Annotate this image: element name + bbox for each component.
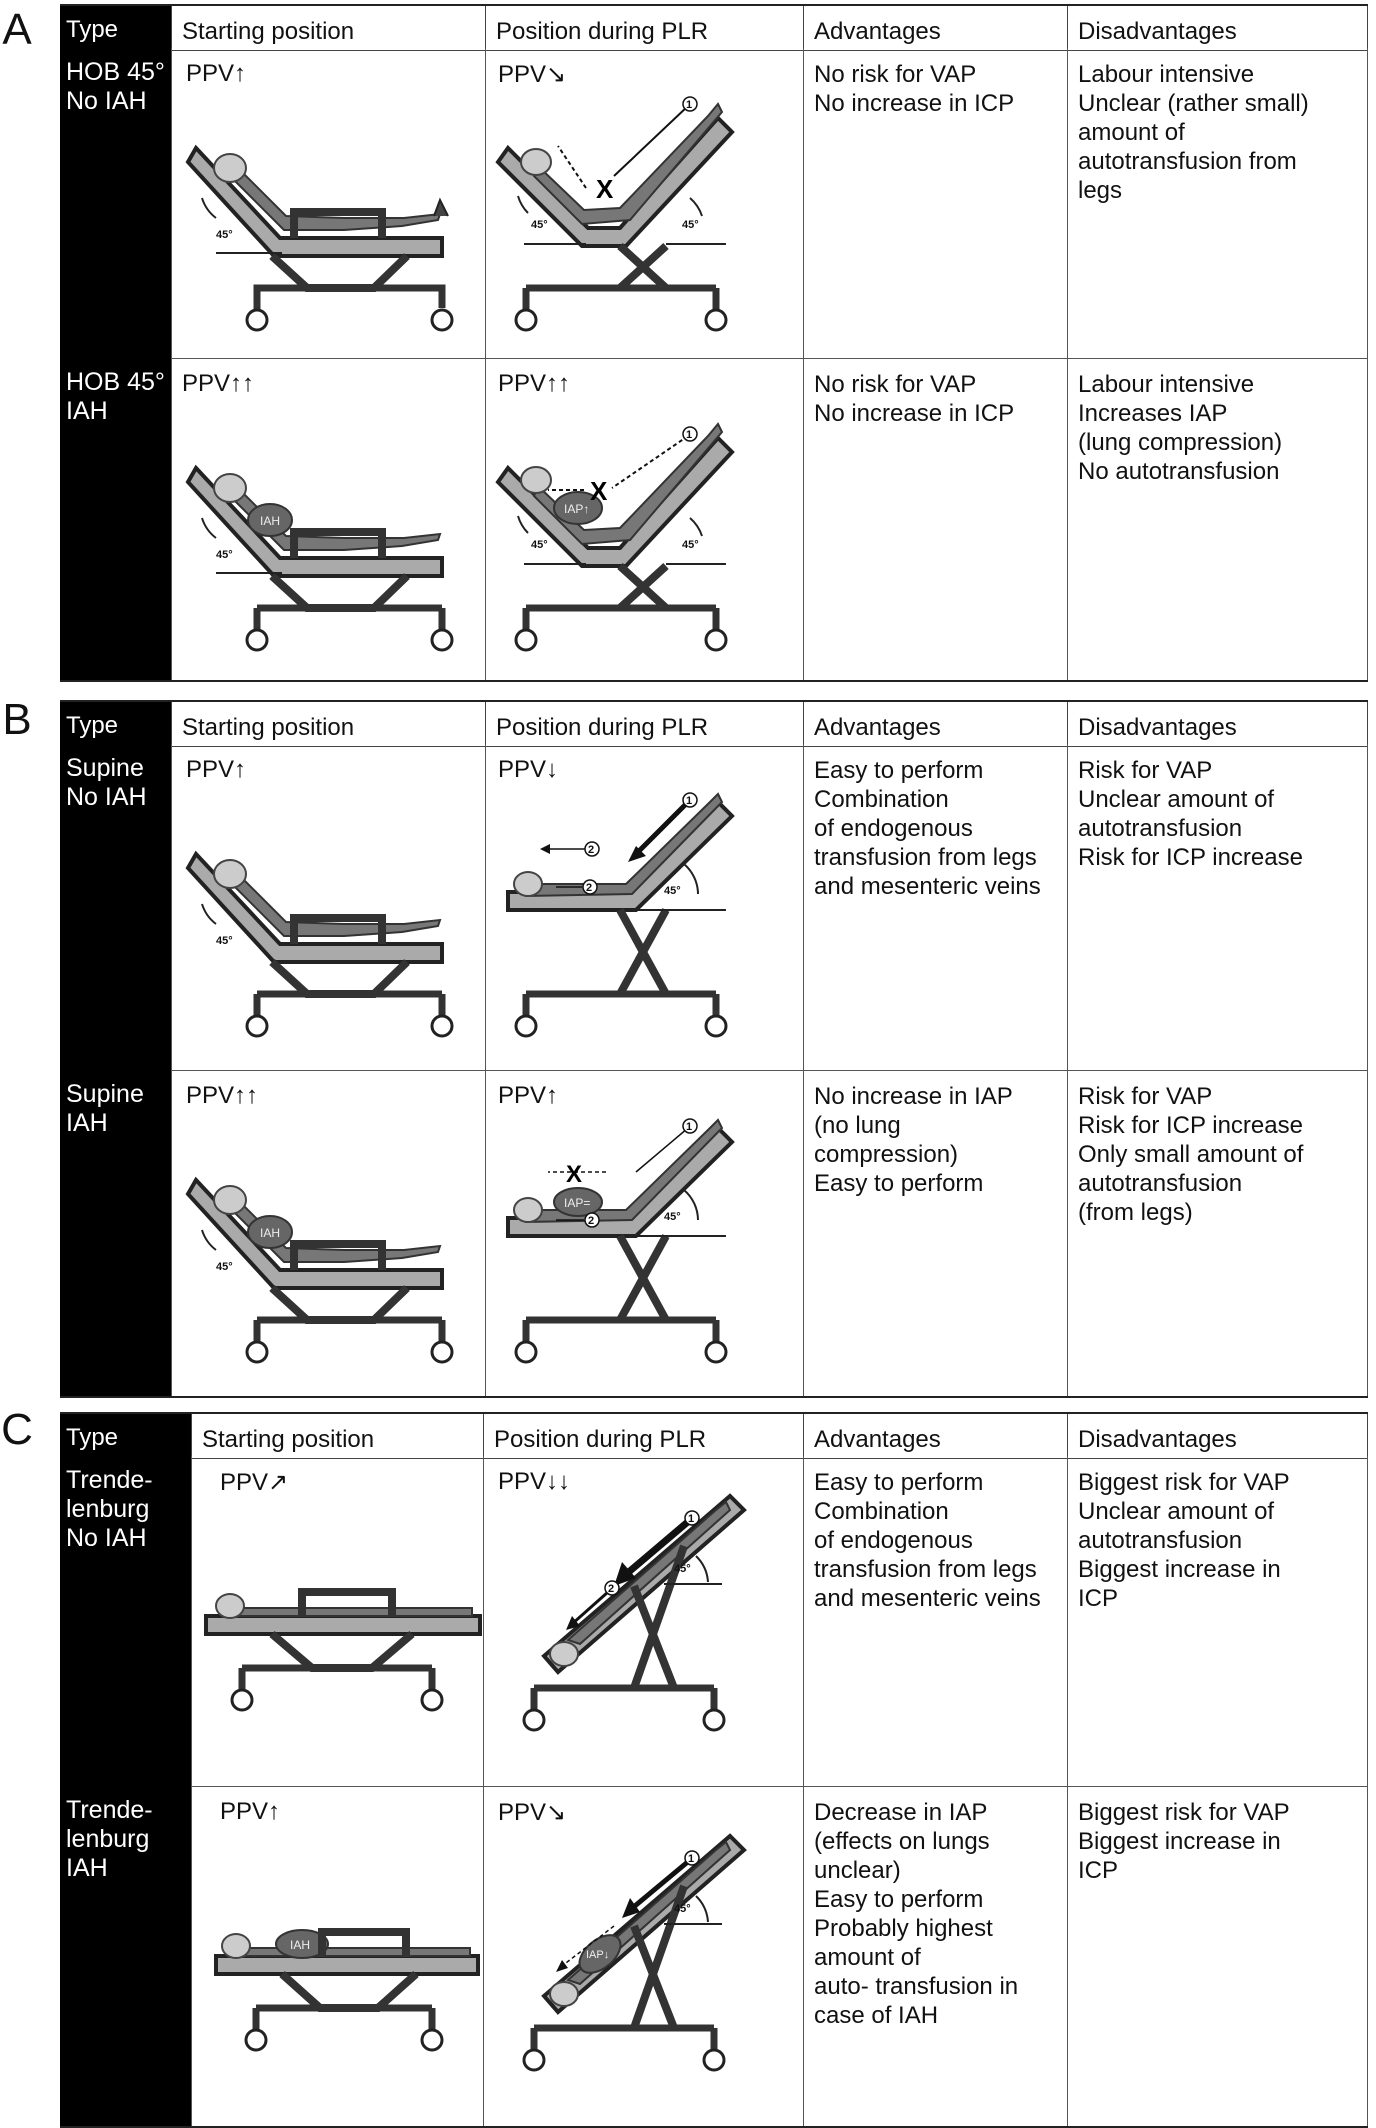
ppv-label: PPV↑↑	[186, 1082, 259, 1109]
belly-label: IAP↓	[586, 1949, 610, 1961]
during-cell	[483, 1456, 803, 1786]
disadvantages-cell	[1067, 744, 1368, 1070]
belly-label: IAP↑	[564, 502, 590, 516]
header-during: Position during PLR	[485, 702, 803, 746]
advantages-text: Easy to perform Combination of endogenous transfusion from legs and mesenteric veins	[814, 1469, 1041, 1612]
angle-label: 45°	[674, 1563, 691, 1575]
step-label: 1	[686, 99, 693, 111]
disadvantages-text: Risk for VAP Unclear amount of autotransfusion Risk for ICP increase	[1078, 757, 1303, 871]
step-label: 1	[688, 1853, 695, 1865]
belly-label: IAH	[260, 514, 281, 528]
starting-cell	[171, 358, 485, 680]
table-row	[60, 48, 1368, 359]
ppv-label: PPV↓	[498, 756, 559, 783]
header-disadvantages: Disadvantages	[1067, 702, 1368, 746]
bed-flat-iah-illustration	[192, 1786, 484, 2126]
type-cell: Supine IAH	[60, 1070, 171, 1396]
step-label: 2	[588, 1215, 595, 1227]
bed-hob45-illustration	[172, 48, 486, 358]
ppv-label: PPV↑	[220, 1798, 281, 1825]
starting-cell	[171, 744, 485, 1070]
disadvantages-cell	[1067, 1070, 1368, 1396]
step-label: 1	[686, 795, 693, 807]
header-type: Type	[60, 702, 171, 746]
ppv-label: PPV↘	[498, 61, 567, 88]
ppv-label: PPV↑	[498, 1082, 559, 1109]
ppv-label: PPV↗	[220, 1469, 289, 1496]
table-row	[60, 1456, 1368, 1787]
table-row	[60, 1786, 1368, 2128]
advantages-text: No risk for VAP No increase in ICP	[814, 61, 1015, 117]
type-cell: Trende- lenburg No IAH	[60, 1456, 191, 1786]
bed-supine-plr-iah-illustration	[486, 1070, 804, 1396]
advantages-text: Decrease in IAP (effects on lungs unclear) Easy to perform Probably highest amount of auto- transfusion in case of IAH	[814, 1799, 1019, 2029]
disadvantages-text: Labour intensive Increases IAP (lung compression) No autotransfusion	[1078, 371, 1283, 485]
bed-hob45-iah-illustration	[172, 1070, 486, 1396]
advantages-cell	[803, 1070, 1067, 1396]
step-label: 2	[586, 882, 593, 894]
during-cell	[485, 744, 803, 1070]
disadvantages-cell	[1067, 1786, 1368, 2126]
panel-c	[60, 1412, 1368, 2126]
blocked-marker: X	[566, 1161, 583, 1188]
header-starting: Starting position	[171, 702, 485, 746]
table-header	[60, 1412, 1368, 1459]
blocked-marker: X	[596, 174, 614, 204]
header-during: Position during PLR	[485, 6, 803, 50]
advantages-text: No increase in IAP (no lung compression) Easy to perform	[814, 1083, 1013, 1197]
bed-supine-plr-illustration	[486, 744, 804, 1070]
angle-label: 45°	[664, 885, 681, 897]
section-letter-a: A	[2, 5, 32, 54]
header-disadvantages: Disadvantages	[1067, 1414, 1368, 1458]
header-advantages: Advantages	[803, 6, 1067, 50]
bed-hob45-illustration	[172, 744, 486, 1070]
bed-plr-iah-illustration	[486, 358, 804, 680]
belly-label: IAH	[260, 1226, 281, 1240]
angle-label: 45°	[531, 539, 548, 551]
table-row	[60, 358, 1368, 682]
step-label: 1	[686, 1121, 693, 1133]
disadvantages-text: Biggest risk for VAP Unclear amount of autotransfusion Biggest increase in ICP	[1078, 1469, 1290, 1612]
angle-label: 45°	[664, 1211, 681, 1223]
advantages-cell	[803, 1786, 1067, 2126]
ppv-label: PPV↑↑	[182, 370, 255, 397]
bed-trendelenburg-plr-iah-illustration	[484, 1786, 804, 2126]
header-type: Type	[60, 6, 171, 50]
disadvantages-text: Risk for VAP Risk for ICP increase Only small amount of autotransfusion (from legs)	[1078, 1083, 1304, 1226]
disadvantages-cell	[1067, 1456, 1368, 1786]
advantages-cell	[803, 358, 1067, 680]
panel-a	[60, 4, 1368, 680]
starting-cell	[171, 48, 485, 358]
step-label: 2	[608, 1583, 615, 1595]
during-cell	[485, 48, 803, 358]
section-letter-c: C	[1, 1405, 33, 1454]
disadvantages-text: Biggest risk for VAP Biggest increase in ICP	[1078, 1799, 1290, 1884]
starting-cell	[171, 1070, 485, 1396]
belly-label: IAP=	[564, 1196, 591, 1210]
header-starting: Starting position	[171, 6, 485, 50]
advantages-cell	[803, 1456, 1067, 1786]
starting-cell	[191, 1786, 483, 2126]
blocked-marker: X	[590, 476, 608, 506]
bed-hob45-iah-illustration	[172, 358, 486, 680]
header-disadvantages: Disadvantages	[1067, 6, 1368, 50]
ppv-label: PPV↑↑	[498, 370, 571, 397]
angle-label: 45°	[216, 229, 233, 241]
step-label: 1	[686, 429, 693, 441]
header-type: Type	[60, 1414, 191, 1458]
advantages-text: Easy to perform Combination of endogenous transfusion from legs and mesenteric veins	[814, 757, 1041, 900]
table-header	[60, 700, 1368, 747]
during-cell	[485, 1070, 803, 1396]
step-label: 1	[688, 1513, 695, 1525]
ppv-label: PPV↑	[186, 60, 247, 87]
during-cell	[483, 1786, 803, 2126]
header-during: Position during PLR	[483, 1414, 803, 1458]
bed-trendelenburg-plr-illustration	[484, 1456, 804, 1786]
header-advantages: Advantages	[803, 702, 1067, 746]
angle-label: 45°	[216, 935, 233, 947]
starting-cell	[191, 1456, 483, 1786]
ppv-label: PPV↑	[186, 756, 247, 783]
type-cell: Supine No IAH	[60, 744, 171, 1070]
angle-label: 45°	[216, 549, 233, 561]
advantages-cell	[803, 744, 1067, 1070]
type-cell: Trende- lenburg IAH	[60, 1786, 191, 2126]
header-advantages: Advantages	[803, 1414, 1067, 1458]
disadvantages-cell	[1067, 48, 1368, 358]
angle-label: 45°	[216, 1261, 233, 1273]
type-cell: HOB 45° No IAH	[60, 48, 171, 358]
type-cell: HOB 45° IAH	[60, 358, 171, 680]
disadvantages-cell	[1067, 358, 1368, 680]
disadvantages-text: Labour intensive Unclear (rather small) amount of autotransfusion from legs	[1078, 61, 1309, 204]
during-cell	[485, 358, 803, 680]
ppv-label: PPV↓↓	[498, 1468, 571, 1495]
angle-label: 45°	[682, 219, 699, 231]
belly-label: IAH	[290, 1938, 311, 1952]
bed-plr-illustration	[486, 48, 804, 358]
advantages-cell	[803, 48, 1067, 358]
header-starting: Starting position	[191, 1414, 483, 1458]
table-header	[60, 4, 1368, 51]
angle-label: 45°	[531, 219, 548, 231]
bed-flat-illustration	[192, 1456, 484, 1786]
step-label: 2	[588, 844, 595, 856]
angle-label: 45°	[674, 1903, 691, 1915]
advantages-text: No risk for VAP No increase in ICP	[814, 371, 1015, 427]
section-letter-b: B	[2, 695, 32, 744]
table-row	[60, 1070, 1368, 1398]
table-row	[60, 744, 1368, 1071]
ppv-label: PPV↘	[498, 1799, 567, 1826]
angle-label: 45°	[682, 539, 699, 551]
panel-b	[60, 700, 1368, 1396]
